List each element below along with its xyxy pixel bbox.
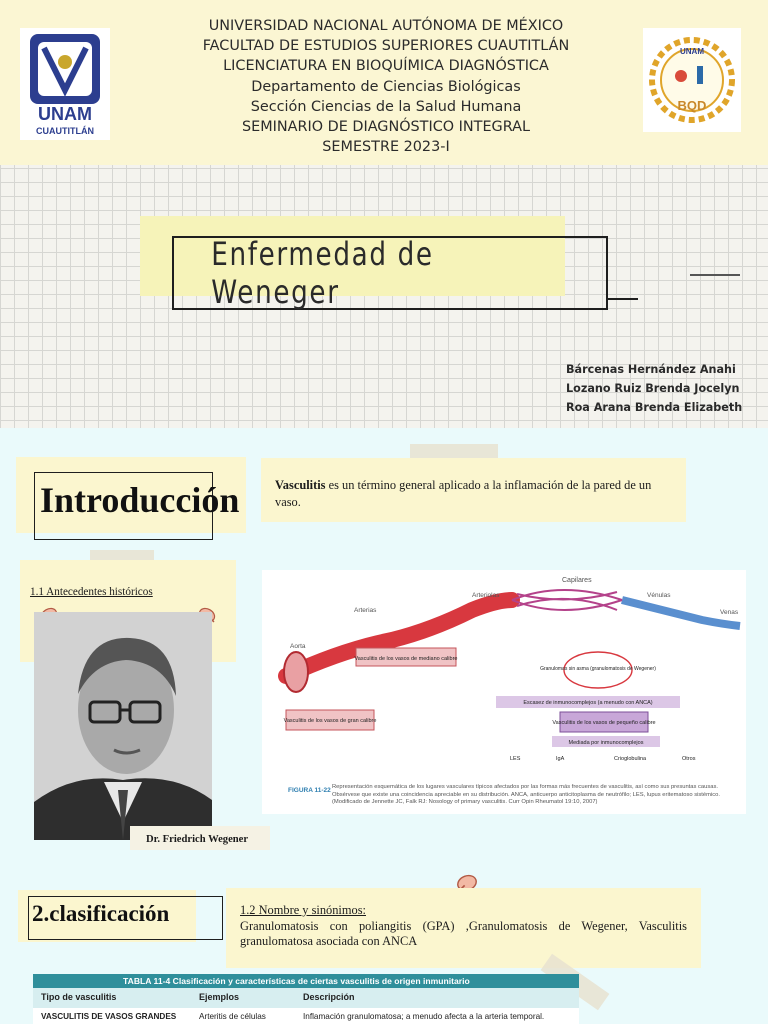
- definition-term: Vasculitis: [275, 478, 326, 492]
- title-decor-line: [690, 274, 740, 276]
- figure-caption: Representación esquemática de los lugares vasculares típicos afectados por las formas más frecuentes de vasculitis, así como sus presuntas causas. Obsérvese que existe una coincidencia apreciable en su distribución. ANCA, anticuerpo anticitoplasma de neutrófilo; LES, lupus eritematoso sistémico. (Modificado de Jennette JC, Falk RJ: Nosology of primary vasculitis. Curr Opin Rheumatol 19:10, 2007): [332, 784, 720, 806]
- header-line: Sección Ciencias de la Salud Humana: [250, 98, 522, 115]
- logo-right-line1: UNAM: [680, 47, 704, 56]
- header-line: UNIVERSIDAD NACIONAL AUTÓNOMA DE MÉXICO: [208, 18, 564, 34]
- photo-caption: Dr. Friedrich Wegener: [146, 834, 249, 845]
- label-arteriolas: Arteriolas: [472, 592, 500, 599]
- aorta-shape: [284, 652, 308, 692]
- presentation-title: Enfermedad de Weneger: [211, 235, 434, 311]
- table-header-row: [33, 988, 579, 1008]
- bqd-logo: [643, 28, 741, 132]
- vasculitis-definition: [261, 458, 686, 522]
- header-line: FACULTAD DE ESTUDIOS SUPERIORES CUAUTITLÁN: [202, 38, 570, 55]
- intro-heading: Introducción: [40, 480, 240, 520]
- logo-left-line2: CUAUTITLÁN: [36, 126, 94, 136]
- header-line: SEMINARIO DE DIAGNÓSTICO INTEGRAL: [242, 119, 530, 136]
- label-venas: Venas: [720, 609, 739, 616]
- table-column-header: Descripción: [303, 992, 355, 1002]
- wegener-portrait: [34, 612, 212, 840]
- names-title: 1.2 Nombre y sinónimos:: [240, 903, 366, 917]
- definition-text: es un término general aplicado a la inflamación de la pared de un vaso.: [275, 478, 652, 509]
- names-card: [226, 888, 701, 968]
- capillary-network: [512, 590, 622, 610]
- label-iga: IgA: [556, 756, 565, 762]
- box-mediano: Vasculitis de los vasos de mediano calibre: [354, 656, 458, 662]
- table-column-header: Tipo de vasculitis: [41, 992, 117, 1002]
- table-caption: TABLA 11-4 Clasificación y características de ciertas vasculitis de origen inmunitario: [33, 974, 579, 988]
- label-otros: Otros: [682, 756, 696, 762]
- label-crio: Crioglobulina: [614, 756, 647, 762]
- institution-header: [140, 16, 632, 157]
- header-line: SEMESTRE 2023-I: [322, 139, 450, 156]
- label-granulomas: Granulomas sin asma (granulomatosis de Wegener): [540, 666, 656, 672]
- box-gran: Vasculitis de los vasos de gran calibre: [283, 718, 377, 724]
- figure-number: FIGURA 11-22: [288, 787, 331, 794]
- label-capilares: Capilares: [562, 577, 592, 584]
- table-cell: Inflamación granulomatosa; a menudo afecta a la arteria temporal.: [303, 1012, 545, 1021]
- label-aorta: Aorta: [290, 643, 306, 650]
- vasculitis-diagram: [262, 570, 746, 814]
- author-name: Roa Arana Brenda Elizabeth: [546, 398, 746, 417]
- label-les: LES: [510, 756, 521, 762]
- title-decor-line: [608, 298, 638, 300]
- logo-left-line1: UNAM: [38, 104, 92, 124]
- history-label: 1.1 Antecedentes históricos: [30, 586, 153, 598]
- names-body: Granulomatosis con poliangitis (GPA) ,Granulomatosis de Wegener, Vasculitis granulomatosa asociada con ANCA: [240, 918, 687, 948]
- box-pequeno: Vasculitis de los vasos de pequeño calibre: [552, 720, 656, 726]
- table-cell: Arteritis de células: [199, 1012, 266, 1021]
- unam-cuautitlan-logo: [20, 28, 110, 140]
- table-column-header: Ejemplos: [199, 992, 240, 1002]
- author-name: Lozano Ruiz Brenda Jocelyn: [546, 379, 746, 398]
- classification-table: [33, 974, 579, 1024]
- author-name: Bárcenas Hernández Anahi: [546, 360, 746, 379]
- header-line: LICENCIATURA EN BIOQUÍMICA DIAGNÓSTICA: [223, 58, 549, 75]
- author-list: [546, 360, 746, 417]
- title-slide: [0, 0, 768, 428]
- header-line: Departamento de Ciencias Biológicas: [251, 78, 521, 95]
- table-cell: VASCULITIS DE VASOS GRANDES: [41, 1012, 177, 1021]
- box-inmuno: Mediada por inmunocomplejos: [568, 740, 644, 746]
- logo-right-line2: BQD: [677, 98, 707, 113]
- label-venulas: Vénulas: [647, 592, 671, 599]
- classification-heading: 2.clasificación: [32, 901, 170, 926]
- label-arterias: Arterias: [354, 607, 377, 614]
- table-row: [33, 1008, 579, 1024]
- box-anca: Escasez de inmunocomplejos (a menudo con ANCA): [523, 700, 653, 706]
